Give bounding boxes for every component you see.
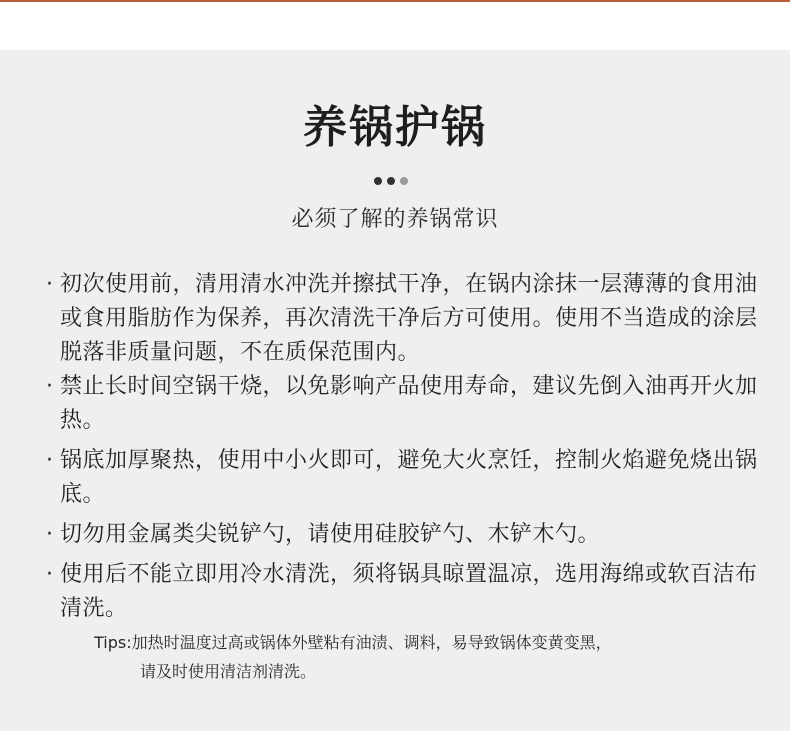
bullet-icon: · [46, 562, 54, 587]
list-item-text: 锅底加厚聚热，使用中小火即可，避免大火烹饪，控制火焰避免烧出锅底。 [60, 448, 758, 507]
tips-note [94, 628, 714, 686]
decorative-dots [374, 177, 408, 187]
list-item [46, 558, 766, 626]
bullet-icon: · [46, 448, 54, 473]
list-item-text: 使用后不能立即用冷水清洗，须将锅具晾置温凉，选用海绵或软百洁布清洗。 [60, 562, 758, 621]
list-item [46, 444, 766, 512]
bullet-icon: · [46, 522, 54, 547]
dot-icon [387, 177, 395, 185]
page-subtitle: 必须了解的养锅常识 [291, 207, 499, 232]
bullet-icon: · [46, 272, 54, 297]
list-item-text: 切勿用金属类尖锐铲勺，请使用硅胶铲勺、木铲木勺。 [60, 522, 601, 547]
list-item [46, 370, 766, 438]
bullet-icon: · [46, 374, 54, 399]
list-item [46, 268, 766, 370]
tips-line-1: 加热时温度过高或锅体外壁粘有油渍、调料，易导致锅体变黄变黑， [131, 633, 612, 652]
dot-icon [374, 177, 382, 185]
list-item [46, 518, 766, 552]
care-tips-list [46, 268, 766, 626]
list-item-text: 初次使用前，清用清水冲洗并擦拭干净，在锅内涂抹一层薄薄的食用油或食用脂肪作为保养，再次清洗干净后方可使用。使用不当造成的涂层脱落非质量问题，不在质保范围内。 [60, 272, 758, 365]
list-item-text: 禁止长时间空锅干烧，以免影响产品使用寿命，建议先倒入油再开火加热。 [60, 374, 758, 433]
dot-icon [400, 177, 408, 185]
top-accent-rule [0, 0, 790, 2]
tips-label: Tips: [94, 633, 132, 652]
tips-line-2: 请及时使用清洁剂清洗。 [140, 662, 317, 681]
page-title: 养锅护锅 [303, 102, 487, 153]
